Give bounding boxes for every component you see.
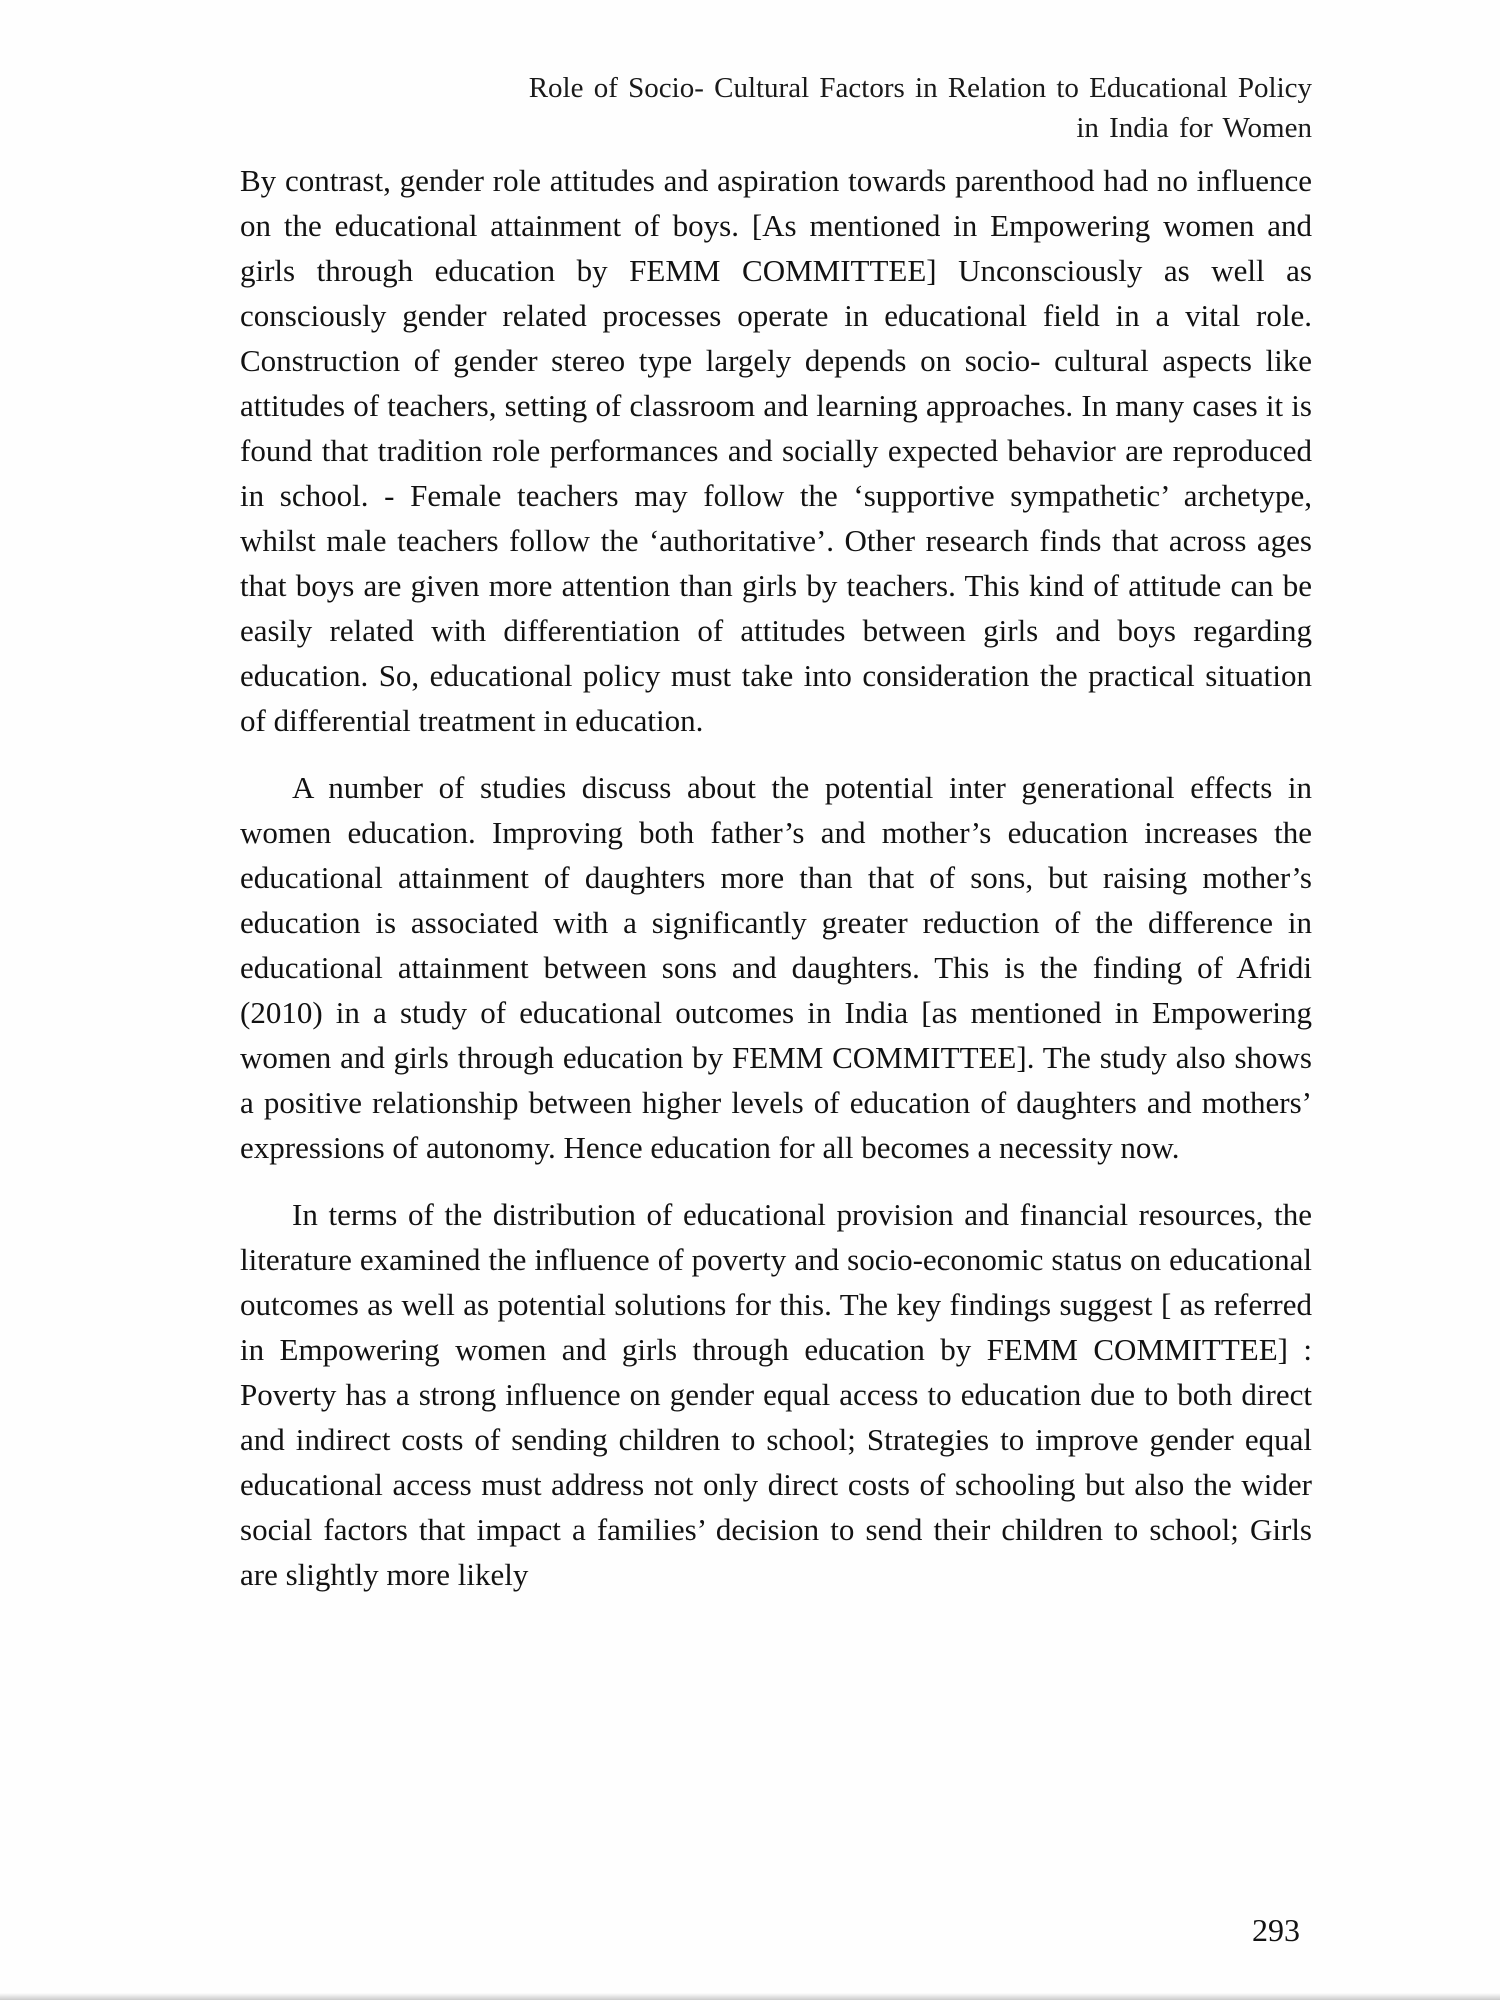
paragraph-educational-provision: In terms of the distribution of educational provision and financial resources, the literature examined the influence of poverty and socio-economic status on educational outcomes as well as potential solutions for this. The key findings suggest [ as referred in Empowering women and girls through education by FEMM COMMITTEE] : Poverty has a strong influence on gender equal access to education due to both direct and indirect costs of sending children to school; Strategies to improve gender equal educational access must address not only direct costs of schooling but also the wider social factors that impact a families’ decision to send their children to school; Girls are slightly more likely (240, 1197, 1312, 1592)
scan-edge (0, 1993, 1500, 2000)
running-header-line1: Role of Socio- Cultural Factors in Relation to Educational Policy (528, 72, 1312, 104)
page-body (240, 158, 1312, 1619)
page-number: 293 (1252, 1912, 1300, 1948)
running-header-line2: in India for Women (1076, 112, 1312, 144)
paragraph-intergenerational-effects: A number of studies discuss about the potential inter generational effects in women education. Improving both father’s and mother’s education increases the educational attainment of daughters more than that of sons, but raising mother’s education is associated with a significantly greater reduction of the difference in educational attainment between sons and daughters. This is the finding of Afridi (2010) in a study of educational outcomes in India [as mentioned in Empowering women and girls through education by FEMM COMMITTEE]. The study also shows a positive relationship between higher levels of education of daughters and mothers’ expressions of autonomy. Hence education for all becomes a necessity now. (240, 770, 1312, 1165)
running-header (300, 68, 1312, 148)
paragraph-gender-role-attitudes: By contrast, gender role attitudes and aspiration towards parenthood had no influence on the educational attainment of boys. [As mentioned in Empowering women and girls through education by FEMM COMMITTEE] Unconsciously as well as consciously gender related processes operate in educational field in a vital role. Construction of gender stereo type largely depends on socio- cultural aspects like attitudes of teachers, setting of classroom and learning approaches. In many cases it is found that tradition role performances and socially expected behavior are reproduced in school. - Female teachers may follow the ‘supportive sympathetic’ archetype, whilst male teachers follow the ‘authoritative’. Other research finds that across ages that boys are given more attention than girls by teachers. This kind of attitude can be easily related with differentiation of attitudes between girls and boys regarding education. So, educational policy must take into consideration the practical situation of differential treatment in education. (240, 163, 1312, 738)
